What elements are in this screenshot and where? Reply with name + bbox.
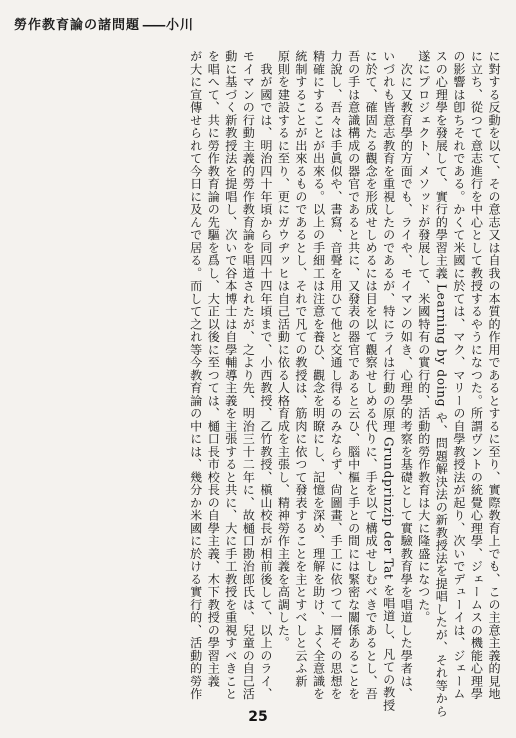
text-column: モイマンの行動主義的勞作教育論を唱道されたが、之より先、明治三十二年に、故樋口勘治郎氏は、兒童の自己活	[241, 50, 256, 701]
header-author: 小川	[166, 18, 195, 33]
text-column: を唱へて、共に勞作教育論の先驅を爲し、大正以後に至つては、樋口長市校長の自學主義、木下教授の學習主義	[206, 50, 221, 688]
text-column: 原則を建設するに至り、更にガウヂッヒは自己活動に依る人格育成を主張し、精神勞作主義を高調した。	[276, 50, 291, 650]
text-column: 統制することが出來るものであるとし、それで凡ての教授は、筋肉に依つて發表することを主とすべしと云ふ新	[293, 50, 308, 688]
text-column: に立ち、從つて意志進行を中心として教授するやうになつた。所謂ヴントの統覺心理學、ジェームスの機能心理學	[469, 50, 484, 701]
text-column: 精確にすることが出來る。以上の手細工は注意を養ひ、觀念を明瞭にし、記憶を深め、理解を助け、よく全意識を	[311, 50, 326, 701]
text-column: 次に又教育學的方面でも、ライや、モイマンの如き、心理學的考察を基礎として實驗教育學を唱道した學者は、	[399, 50, 414, 701]
running-header	[14, 14, 194, 33]
text-column: に於て、確固たる觀念を形成せしめるには目を以て觀察せしめる代りに、手を以て構成せしむべきであるとし、吾	[364, 50, 379, 701]
text-column: の影響は卽ちそれである。かくて米國に於ては、マク、マリーの自學教授法が起り、次いでデューイは、ジェーム	[451, 50, 466, 701]
text-column: 我が國では、明治四十年頃から同四十四年頃まで、小西教授、乙竹教授、槇山校長が相前後して、以上のライ、	[258, 50, 273, 701]
text-column: スの心理學を發展して、實行的學習主義 Learning by doing や、問題解決法の新教授法を提唱したが、それ等から	[434, 50, 449, 718]
page-number: 25	[248, 709, 268, 725]
text-column: 遂にプロジェクト、メソッドが發展して、米國特有の實行的、活動的勞作教育は大に隆盛になつた。	[416, 50, 431, 624]
text-column: に對する反動を以て、その意志又は自我の本質的作用であるとするに至り、實際教育上でも、この主意主義的見地	[487, 50, 501, 701]
text-column: が大に宣傳せられて今日に及んで居る。而して之れ等今教育論の中には、幾分か米國に於ける實行的、活動的勞作	[188, 50, 203, 701]
text-column: 動に基づく新教授法を提唱し、次いで谷本博士は自學輔導主義を主張すると共に、大に手工教授を重視すべきこと	[223, 50, 238, 701]
text-column: 吾の手は意識構成の器官であると共に、又發表の器官であると云ひ、腦中樞と手との間には緊密な關係あることを	[346, 50, 361, 701]
header-title: 勞作教育論の諸問題	[14, 18, 141, 33]
text-column: 力說し、吾々は手眞似や、書寫、音聲を用ひて他と交通し得るのみならず、尙圖畫、手工に依つて一層その思想を	[329, 50, 344, 701]
header-dash: ——	[142, 18, 165, 33]
text-column: いづれも皆意志教育を重視したのであるが、特にライは行動の原理 Grundprinzip der Tat を唱道し、凡ての教授	[381, 50, 396, 712]
